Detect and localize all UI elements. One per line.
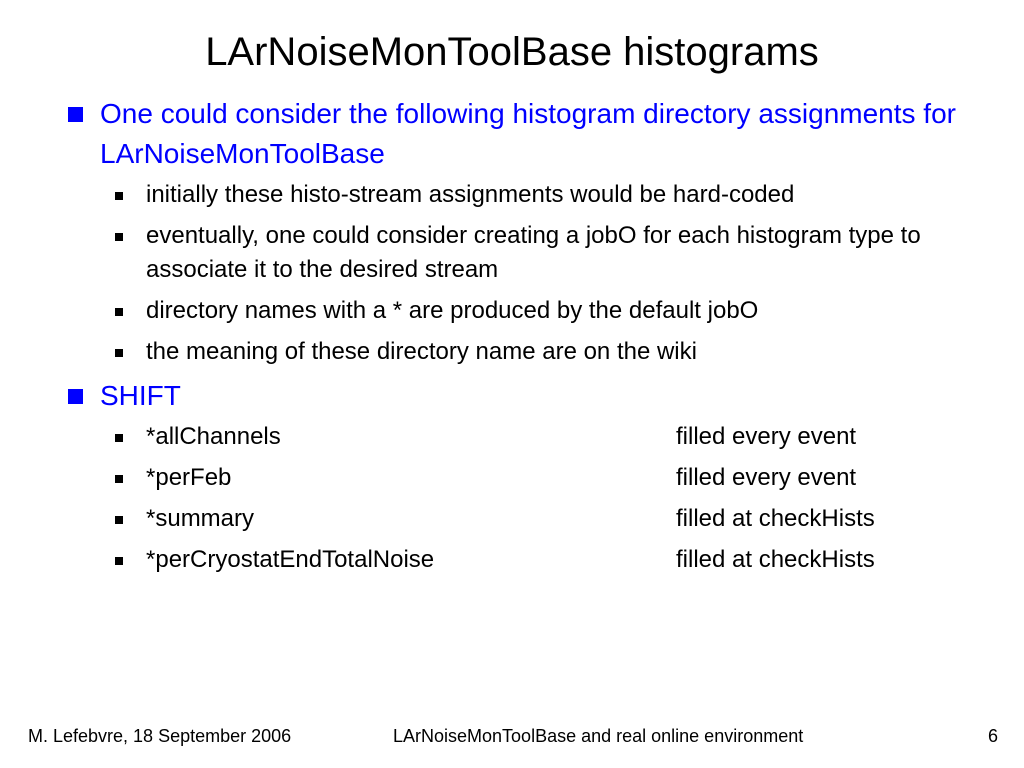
shift-directory-list bbox=[64, 420, 984, 577]
square-bullet-icon bbox=[68, 389, 83, 404]
footer-talk-title: LArNoiseMonToolBase and real online environment bbox=[393, 726, 804, 746]
small-square-bullet-icon bbox=[115, 192, 123, 200]
fill-frequency: filled at checkHists bbox=[676, 546, 875, 573]
bullet-histogram-assignments bbox=[64, 94, 984, 174]
square-bullet-icon bbox=[68, 107, 83, 122]
small-square-bullet-icon bbox=[115, 308, 123, 316]
footer-page-number: 6 bbox=[987, 726, 998, 746]
sub-bullet-text: eventually, one could consider creating a jobO for each histogram type to associate it to the desired stream bbox=[146, 222, 921, 283]
directory-name: *perCryostatEndTotalNoise bbox=[146, 546, 435, 573]
directory-row bbox=[64, 461, 984, 495]
fill-frequency: filled every event bbox=[676, 464, 857, 491]
footer-author-date: M. Lefebvre, 18 September 2006 bbox=[28, 726, 292, 746]
sub-bullet-text: the meaning of these directory name are on the wiki bbox=[146, 338, 697, 365]
sub-bullet-item bbox=[64, 294, 984, 328]
sub-bullet-item bbox=[64, 219, 984, 287]
small-square-bullet-icon bbox=[115, 557, 123, 565]
directory-name: *perFeb bbox=[146, 464, 232, 491]
directory-name: *allChannels bbox=[146, 423, 281, 450]
bullet-text: One could consider the following histogram directory assignments for LArNoiseMonToolBase bbox=[100, 98, 956, 169]
sub-bullet-item bbox=[64, 335, 984, 369]
bullet-shift bbox=[64, 376, 984, 416]
sub-bullet-text: directory names with a * are produced by the default jobO bbox=[146, 297, 759, 324]
directory-row bbox=[64, 502, 984, 536]
sub-bullet-list bbox=[64, 178, 984, 369]
directory-name: *summary bbox=[146, 505, 255, 532]
small-square-bullet-icon bbox=[115, 233, 123, 241]
small-square-bullet-icon bbox=[115, 516, 123, 524]
bullet-text: SHIFT bbox=[100, 380, 181, 411]
fill-frequency: filled at checkHists bbox=[676, 505, 875, 532]
small-square-bullet-icon bbox=[115, 349, 123, 357]
directory-row bbox=[64, 543, 984, 577]
directory-row bbox=[64, 420, 984, 454]
sub-bullet-text: initially these histo-stream assignments would be hard-coded bbox=[146, 181, 795, 208]
small-square-bullet-icon bbox=[115, 434, 123, 442]
sub-bullet-item bbox=[64, 178, 984, 212]
slide-title: LArNoiseMonToolBase histograms bbox=[205, 30, 819, 74]
slide-content bbox=[64, 94, 984, 584]
slide-footer bbox=[0, 724, 1024, 748]
fill-frequency: filled every event bbox=[676, 423, 857, 450]
small-square-bullet-icon bbox=[115, 475, 123, 483]
